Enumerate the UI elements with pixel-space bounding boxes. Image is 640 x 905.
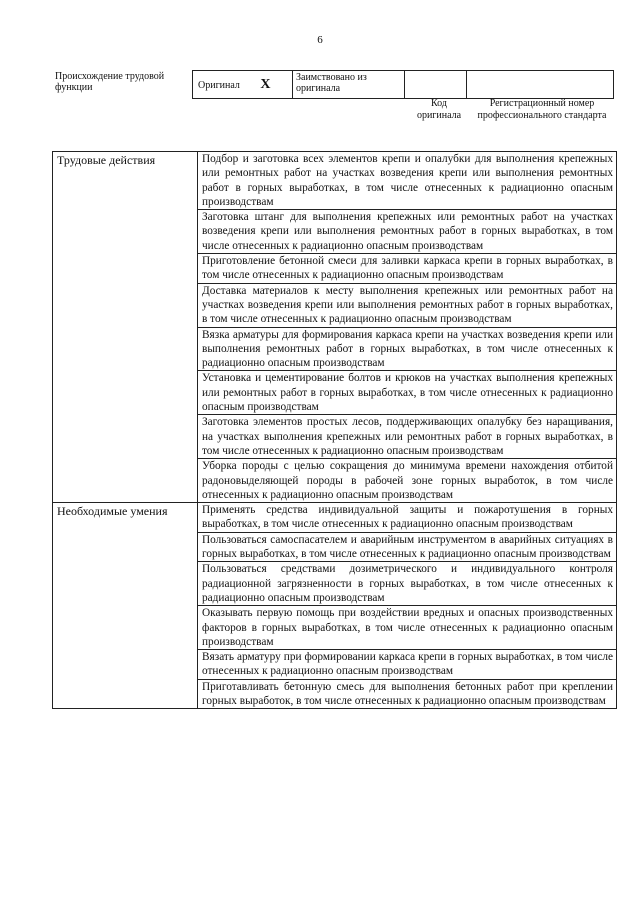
- origin-table: [192, 70, 614, 99]
- original-label: Оригинал: [198, 79, 240, 91]
- section-item: Применять средства индивидуальной защиты и пожаротушения в горных выработках, в том числе отнесенных к радиационно опасным производствам: [198, 503, 617, 533]
- section-item: Заготовка штанг для выполнения крепежных или ремонтных работ на участках возведения крепи или выполнения ремонтных работ в горных выработках, в том числе отнесенных к радиационно опасным производствам: [198, 210, 617, 254]
- section-label: Трудовые действия: [53, 152, 198, 503]
- section-item: Заготовка элементов простых лесов, поддерживающих опалубку без наращивания, на участках выполнения крепежных или ремонтных работ в горных выработках, в том числе отнесенных к радиационно опасным производствам: [198, 415, 617, 459]
- section-item: Приготовление бетонной смеси для заливки каркаса крепи в горных выработках, в том числе отнесенных к радиационно опасным производствам: [198, 254, 617, 284]
- registration-caption: Регистрационный номер профессионального стандарта: [477, 98, 607, 121]
- section-item: Доставка материалов к месту выполнения крепежных или ремонтных работ на участках возведения крепи или выполнения ремонтных работ в горных выработках, в том числе отнесенных к радиационно опасным производствам: [198, 283, 617, 327]
- code-caption: Код оригинала: [416, 98, 462, 121]
- section-item: Приготавливать бетонную смесь для выполнения бетонных работ при креплении горных выработок, в том числе отнесенных к радиационно опасным производствам: [198, 679, 617, 709]
- section-item: Подбор и заготовка всех элементов крепи и опалубки для выполнения крепежных или ремонтных работ на участках возведения крепи или выполнения ремонтных работ в горных выработках, в том числе отнесенных к радиационно опасным производствам: [198, 152, 617, 210]
- section-item: Оказывать первую помощь при воздействии вредных и опасных производственных факторов в горных выработках, в том числе отнесенных к радиационно опасным производствам: [198, 606, 617, 650]
- section-label: Необходимые умения: [53, 503, 198, 709]
- borrowed-cell: [293, 71, 405, 99]
- original-mark: X: [260, 76, 271, 92]
- origin-label: Происхождение трудовой функции: [55, 71, 165, 93]
- original-code-cell: [405, 71, 467, 99]
- registration-number-cell: [467, 71, 614, 99]
- section-item: Уборка породы с целью сокращения до минимума времени нахождения отбитой радоновыделяющей породы в рабочей зоне горных выработок, в том числе отнесенных к радиационно опасным производствам: [198, 459, 617, 503]
- function-table: [52, 151, 617, 709]
- section-item: Вязать арматуру при формировании каркаса крепи в горных выработках, в том числе отнесенных к радиационно опасным производствам: [198, 650, 617, 680]
- original-cell: [193, 71, 293, 99]
- section-item: Установка и цементирование болтов и крюков на участках выполнения крепежных или ремонтных работ в горных выработках, в том числе отнесенных к радиационно опасным производствам: [198, 371, 617, 415]
- page-number: 6: [317, 34, 323, 46]
- section-item: Пользоваться самоспасателем и аварийным инструментом в аварийных ситуациях в горных выработках, в том числе отнесенных к радиационно опасным производствам: [198, 532, 617, 562]
- section-item: Вязка арматуры для формирования каркаса крепи на участках возведения крепи или выполнения ремонтных работ в горных выработках, в том числе отнесенных к радиационно опасным производствам: [198, 327, 617, 371]
- table-row: [53, 503, 617, 533]
- table-row: [53, 152, 617, 210]
- section-item: Пользоваться средствами дозиметрического и индивидуального контроля радиационной загрязненности в горных выработках, в том числе отнесенных к радиационно опасным производствам: [198, 562, 617, 606]
- borrowed-label: Заимствовано из оригинала: [296, 72, 367, 94]
